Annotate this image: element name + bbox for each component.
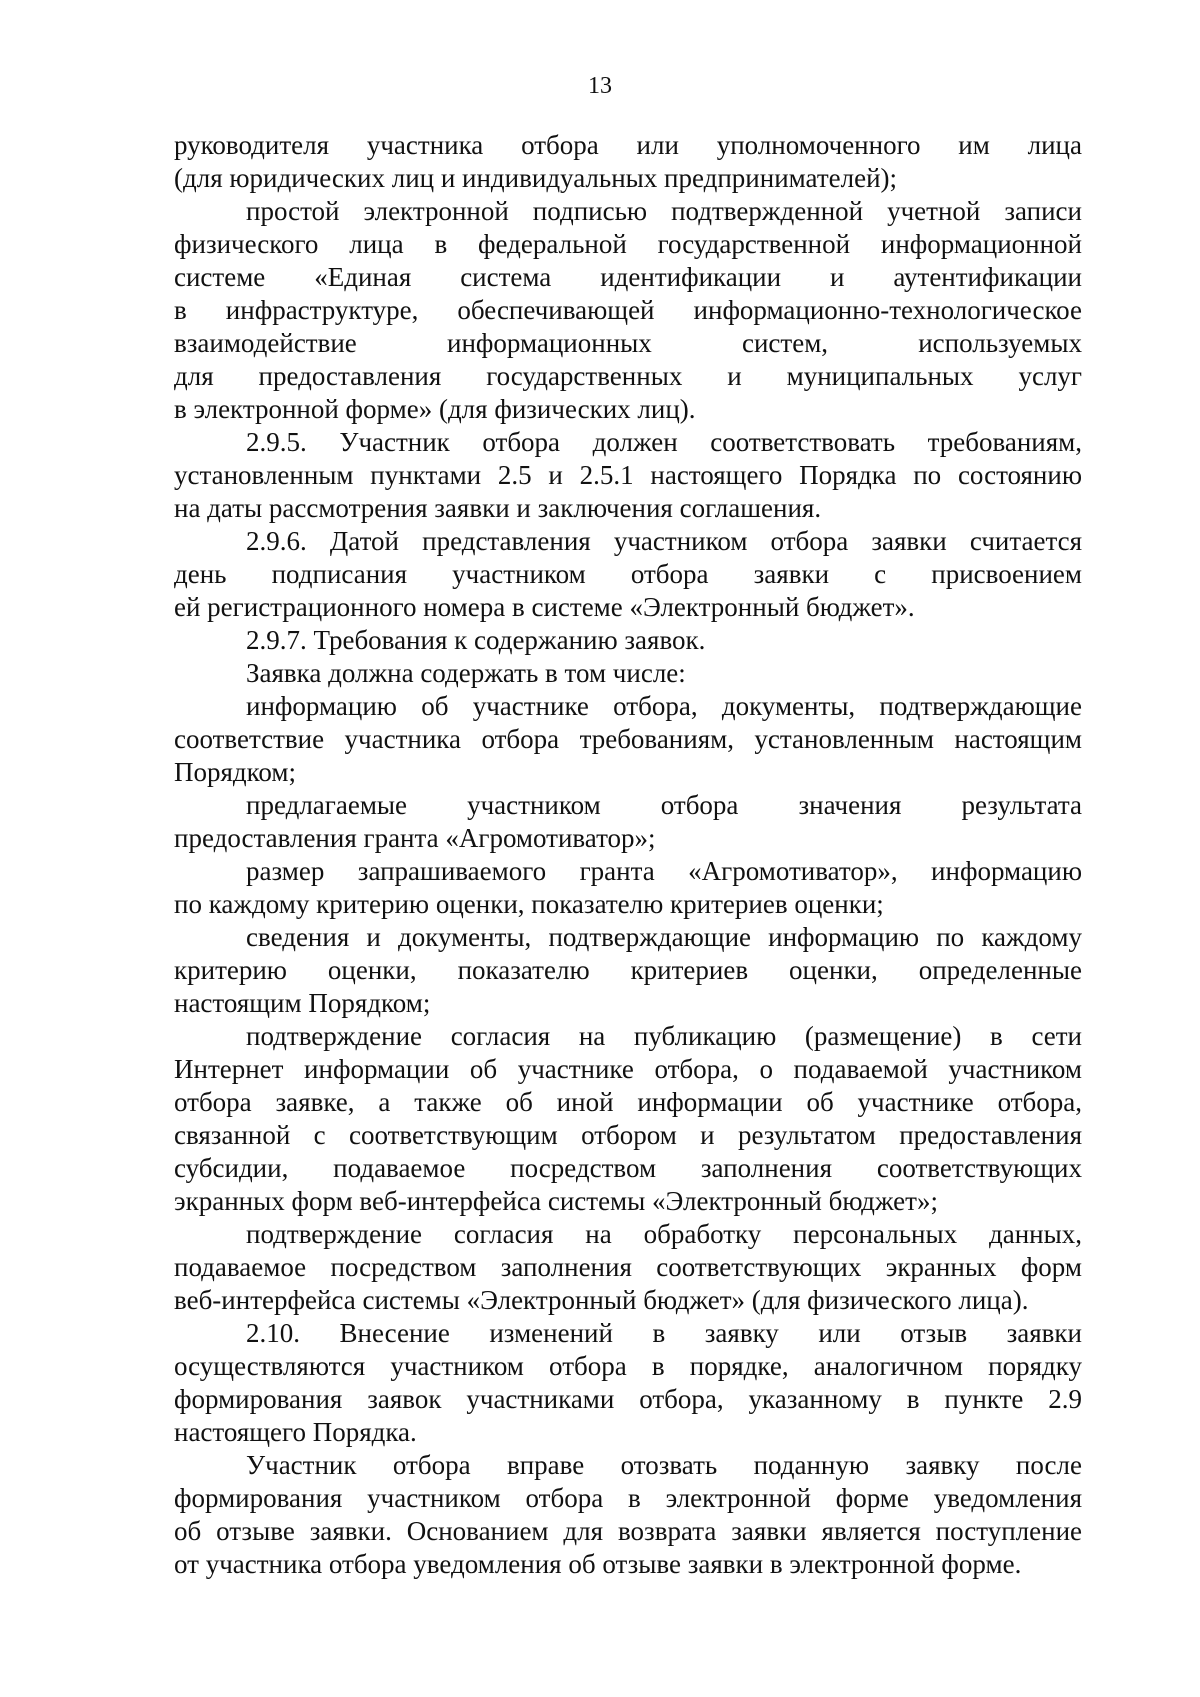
text-line: 2.9.7. Требования к содержанию заявок. xyxy=(246,625,706,655)
text-line: в электронной форме» (для физических лиц). xyxy=(174,394,696,424)
text-line: настоящего Порядка. xyxy=(174,1417,417,1447)
text-line: соответствие участника отбора требованиям, установленным настоящим xyxy=(174,724,1082,754)
text-line: предоставления гранта «Агромотиватор»; xyxy=(174,823,656,853)
text-line: простой электронной подписью подтвержденной учетной записи xyxy=(246,196,1082,226)
text-line: Порядком; xyxy=(174,757,296,787)
text-line: критерию оценки, показателю критериев оценки, определенные xyxy=(174,955,1082,985)
text-line: 2.9.5. Участник отбора должен соответствовать требованиям, xyxy=(246,427,1082,457)
text-line: отбора заявке, а также об иной информации об участнике отбора, xyxy=(174,1087,1082,1117)
text-line: настоящим Порядком; xyxy=(174,988,431,1018)
text-line: 2.9.6. Датой представления участником отбора заявки считается xyxy=(246,526,1082,556)
text-line: руководителя участника отбора или уполномоченного им лица xyxy=(174,130,1082,160)
text-line: информацию об участнике отбора, документы, подтверждающие xyxy=(246,691,1082,721)
text-line: Интернет информации об участнике отбора, о подаваемой участником xyxy=(174,1054,1082,1084)
text-line: подтверждение согласия на обработку персональных данных, xyxy=(246,1219,1082,1249)
text-line: Участник отбора вправе отозвать поданную заявку после xyxy=(246,1450,1082,1480)
text-line: связанной с соответствующим отбором и результатом предоставления xyxy=(174,1120,1082,1150)
text-line: в инфраструктуре, обеспечивающей информационно-технологическое xyxy=(174,295,1082,325)
text-line: на даты рассмотрения заявки и заключения соглашения. xyxy=(174,493,822,523)
text-line: ей регистрационного номера в системе «Электронный бюджет». xyxy=(174,592,915,622)
text-line: размер запрашиваемого гранта «Агромотиватор», информацию xyxy=(246,856,1082,886)
text-line: по каждому критерию оценки, показателю критериев оценки; xyxy=(174,889,884,919)
text-line: 2.10. Внесение изменений в заявку или отзыв заявки xyxy=(246,1318,1082,1348)
text-line: осуществляются участником отбора в порядке, аналогичном порядку xyxy=(174,1351,1082,1381)
text-line: подтверждение согласия на публикацию (размещение) в сети xyxy=(246,1021,1082,1051)
text-line: для предоставления государственных и муниципальных услуг xyxy=(174,361,1082,391)
text-line: сведения и документы, подтверждающие информацию по каждому xyxy=(246,922,1082,952)
page-number: 13 xyxy=(588,73,612,99)
text-line: формирования участником отбора в электронной форме уведомления xyxy=(174,1483,1082,1513)
text-line: Заявка должна содержать в том числе: xyxy=(246,658,686,688)
text-line: взаимодействие информационных систем, используемых xyxy=(174,328,1082,358)
text-line: от участника отбора уведомления об отзыве заявки в электронной форме. xyxy=(174,1549,1022,1579)
document-body xyxy=(174,129,1082,1581)
text-line: системе «Единая система идентификации и аутентификации xyxy=(174,262,1082,292)
text-line: предлагаемые участником отбора значения результата xyxy=(246,790,1082,820)
text-line: (для юридических лиц и индивидуальных предпринимателей); xyxy=(174,163,898,193)
text-line: формирования заявок участниками отбора, указанному в пункте 2.9 xyxy=(174,1384,1082,1414)
text-line: подаваемое посредством заполнения соответствующих экранных форм xyxy=(174,1252,1082,1282)
text-line: субсидии, подаваемое посредством заполнения соответствующих xyxy=(174,1153,1082,1183)
text-line: физического лица в федеральной государственной информационной xyxy=(174,229,1082,259)
text-line: день подписания участником отбора заявки с присвоением xyxy=(174,559,1082,589)
text-line: установленным пунктами 2.5 и 2.5.1 настоящего Порядка по состоянию xyxy=(174,460,1082,490)
text-line: экранных форм веб-интерфейса системы «Электронный бюджет»; xyxy=(174,1186,938,1216)
text-line: об отзыве заявки. Основанием для возврата заявки является поступление xyxy=(174,1516,1082,1546)
text-line: веб-интерфейса системы «Электронный бюджет» (для физического лица). xyxy=(174,1285,1029,1315)
